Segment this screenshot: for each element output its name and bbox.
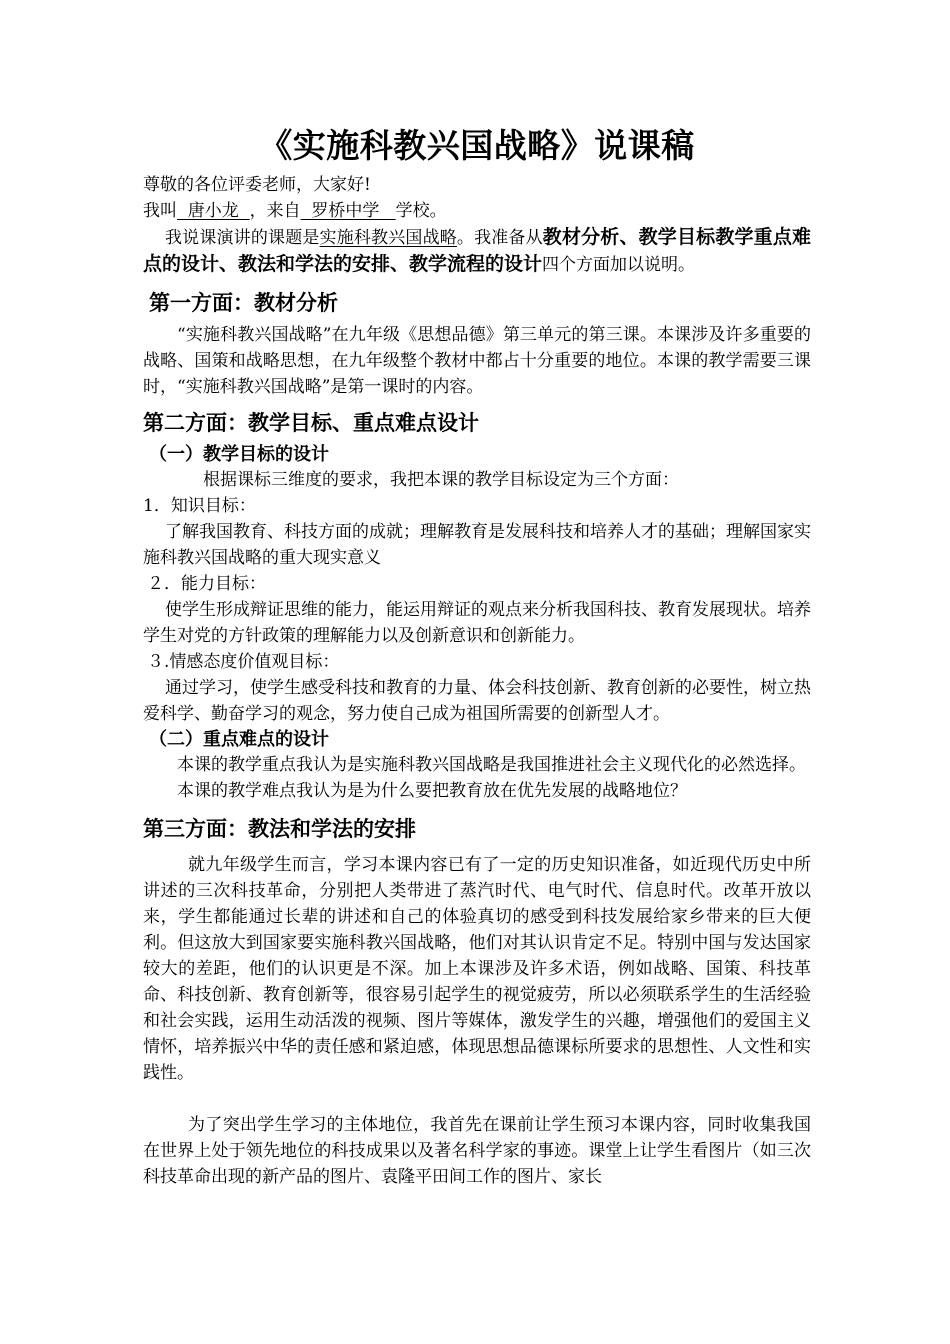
document-title: 《实施科教兴国战略》说课稿 [259, 126, 695, 165]
section1-heading: 第一方面：教材分析 [149, 291, 338, 315]
school-suffix: 学校。 [395, 201, 447, 221]
difficulty-text: 本课的教学难点我认为是为什么要把教育放在优先发展的战略地位？ [177, 781, 687, 801]
subsection2-heading: （二）重点难点的设计 [149, 729, 329, 750]
document-page [143, 120, 811, 1190]
key-point-text: 本课的教学重点我认为是实施科教兴国战略是我国推进社会主义现代化的必然选择。 [177, 755, 806, 775]
greeting: 尊敬的各位评委老师，大家好! [143, 175, 371, 195]
goal2-text: 使学生形成辩证思维的能力，能运用辩证的观点来分析我国科技、教育发展现状。培养学生对党的方针政策的理解能力以及创新意识和创新能力。 [143, 600, 811, 646]
goal3-text: 通过学习，使学生感受科技和教育的力量、体会科技创新、教育创新的必要性，树立热爱科学、勤奋学习的观念，努力使自己成为祖国所需要的创新型人才。 [143, 678, 811, 724]
paragraph-gap [143, 1086, 811, 1112]
goal2-label: ２．能力目标： [147, 574, 266, 594]
section1-text: “实施科教兴国战略”在九年级《思想品德》第三单元的第三课。本课涉及许多重要的战略、国策和战略思想，在九年级整个教材中都占十分重要的地位。本课的教学需要三课时，“实施科教兴国战略”是第一课时的内容。 [143, 325, 811, 397]
topic-title: 实施科教兴国战略 [319, 228, 457, 248]
school-name: 罗桥中学 [300, 201, 396, 221]
school-prefix: ，来自 [249, 201, 301, 221]
section2-heading: 第二方面：教学目标、重点难点设计 [143, 411, 479, 435]
self-introduction [143, 198, 811, 224]
topic-prefix: 我说课演讲的课题是 [165, 228, 320, 248]
section3-paragraph-2: 为了突出学生学习的主体地位，我首先在课前让学生预习本课内容，同时收集我国在世界上处于领先地位的科技成果以及著名科学家的事迹。课堂上让学生看图片（如三次科技革命出现的新产品的图片、袁隆平田间工作的图片、家长 [143, 1115, 811, 1187]
goals-lead: 根据课标三维度的要求，我把本课的教学目标设定为三个方面： [203, 470, 679, 490]
goal3-label: ３.情感态度价值观目标： [147, 652, 340, 672]
goal1-label: 1．知识目标： [143, 496, 256, 516]
section3-heading: 第三方面：教法和学法的安排 [143, 817, 416, 841]
name-prefix: 我叫 [143, 201, 177, 221]
plan-aspects: 教材分析、教学目标教学重点难点的设计、教法和学法的安排、教学流程的设计 [143, 226, 812, 275]
section3-paragraph-1: 就九年级学生而言，学习本课内容已有了一定的历史知识准备，如近现代历史中所讲述的三次科技革命，分别把人类带进了蒸汽时代、电气时代、信息时代。改革开放以来，学生都能通过长辈的讲述和自己的体验真切的感受到科技发展给家乡带来的巨大便利。但这放大到国家要实施科教兴国战略，他们对其认识肯定不足。特别中国与发达国家较大的差距，他们的认识更是不深。加上本课涉及许多术语，例如战略、国策、科技革命、科技创新、教育创新等，很容易引起学生的视觉疲劳，所以必须联系学生的生活经验和社会实践，运用生动活泼的视频、图片等媒体，激发学生的兴趣，增强他们的爱国主义情怀，培养振兴中华的责任感和紧迫感，体现思想品德课标所要求的思想性、人文性和实践性。 [143, 855, 811, 1083]
goal1-text: 了解我国教育、科技方面的成就；理解教育是发展科技和培养人才的基础；理解国家实施科教兴国战略的重大现实意义 [143, 522, 811, 568]
topic-paragraph [143, 224, 811, 278]
speaker-name: 唐小龙 [177, 201, 250, 221]
subsection1-heading: （一）教学目标的设计 [149, 444, 329, 465]
plan-prefix: 。我准备从 [456, 228, 543, 248]
plan-suffix: 四个方面加以说明。 [542, 255, 696, 275]
